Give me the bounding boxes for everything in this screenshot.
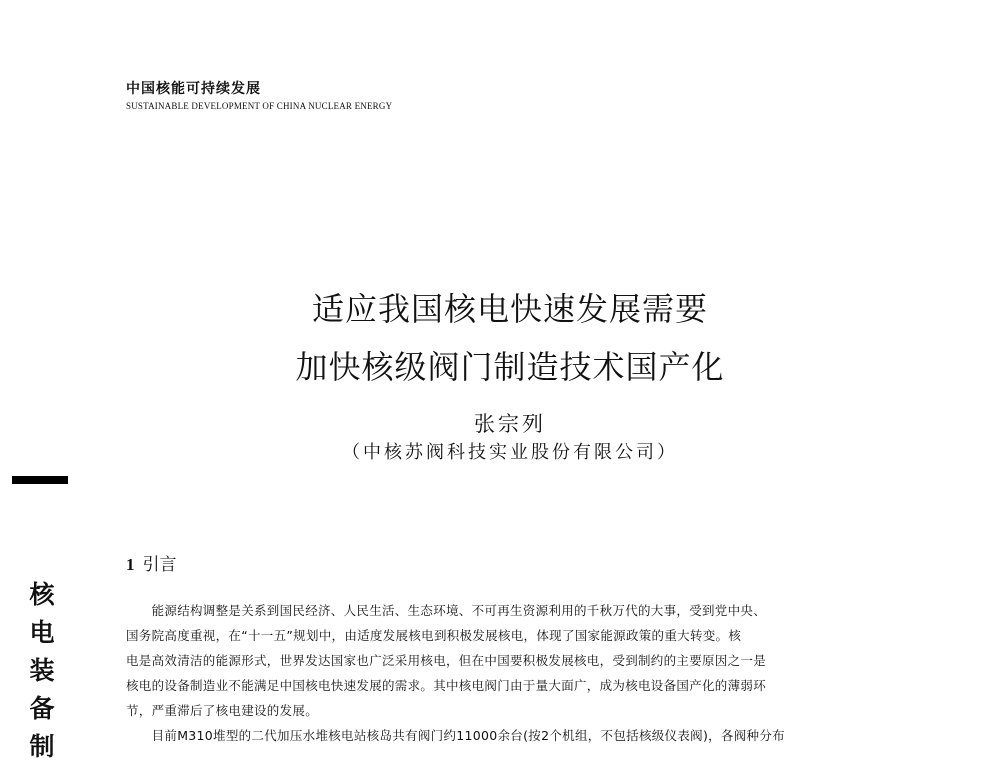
- side-label-char: 备: [29, 694, 55, 723]
- section-number: 1: [126, 555, 135, 574]
- paragraph: [126, 598, 896, 723]
- title-line-2: 加快核级阀门制造技术国产化: [295, 348, 725, 386]
- side-bar-marker: [12, 476, 68, 484]
- side-label-char: 装: [29, 656, 55, 685]
- paragraph-line: 电是高效清洁的能源形式，世界发达国家也广泛采用核电，但在中国要积极发展核电，受到制约的主要原因之一是: [126, 653, 767, 668]
- running-head-chinese: 中国核能可持续发展: [126, 81, 261, 97]
- side-label-char: 制: [29, 732, 55, 761]
- affiliation: （中核苏阀科技实业股份有限公司）: [342, 442, 678, 463]
- section-title: 引言: [142, 555, 177, 575]
- side-section-label: [22, 576, 62, 766]
- side-label-char: 核: [29, 580, 55, 609]
- title-line-1: 适应我国核电快速发展需要: [311, 290, 708, 328]
- paragraph-line: 目前M310堆型的二代加压水堆核电站核岛共有阀门约11000余台(按2个机组，不包括核级仪表阀)，各阀种分布: [126, 728, 785, 743]
- paragraph-line: 节，严重滞后了核电建设的发展。: [126, 703, 319, 718]
- running-head-english: SUSTAINABLE DEVELOPMENT OF CHINA NUCLEAR ENERGY: [126, 101, 393, 111]
- paragraph-line: 能源结构调整是关系到国民经济、人民生活、生态环境、不可再生资源利用的千秋万代的大事，受到党中央、: [126, 603, 767, 618]
- body-text: [126, 598, 896, 748]
- paragraph-line: 核电的设备制造业不能满足中国核电快速发展的需求。其中核电阀门由于量大面广，成为核电设备国产化的薄弱环: [126, 678, 767, 693]
- paragraph: [126, 723, 896, 748]
- side-label-char: 电: [29, 618, 55, 647]
- section-heading: [126, 553, 177, 577]
- running-head: [126, 80, 392, 112]
- title-block: [0, 280, 1000, 468]
- author: 张宗列: [474, 412, 546, 436]
- paragraph-line: 国务院高度重视，在“十一五”规划中，由适度发展核电到积极发展核电，体现了国家能源政策的重大转变。核: [126, 628, 742, 643]
